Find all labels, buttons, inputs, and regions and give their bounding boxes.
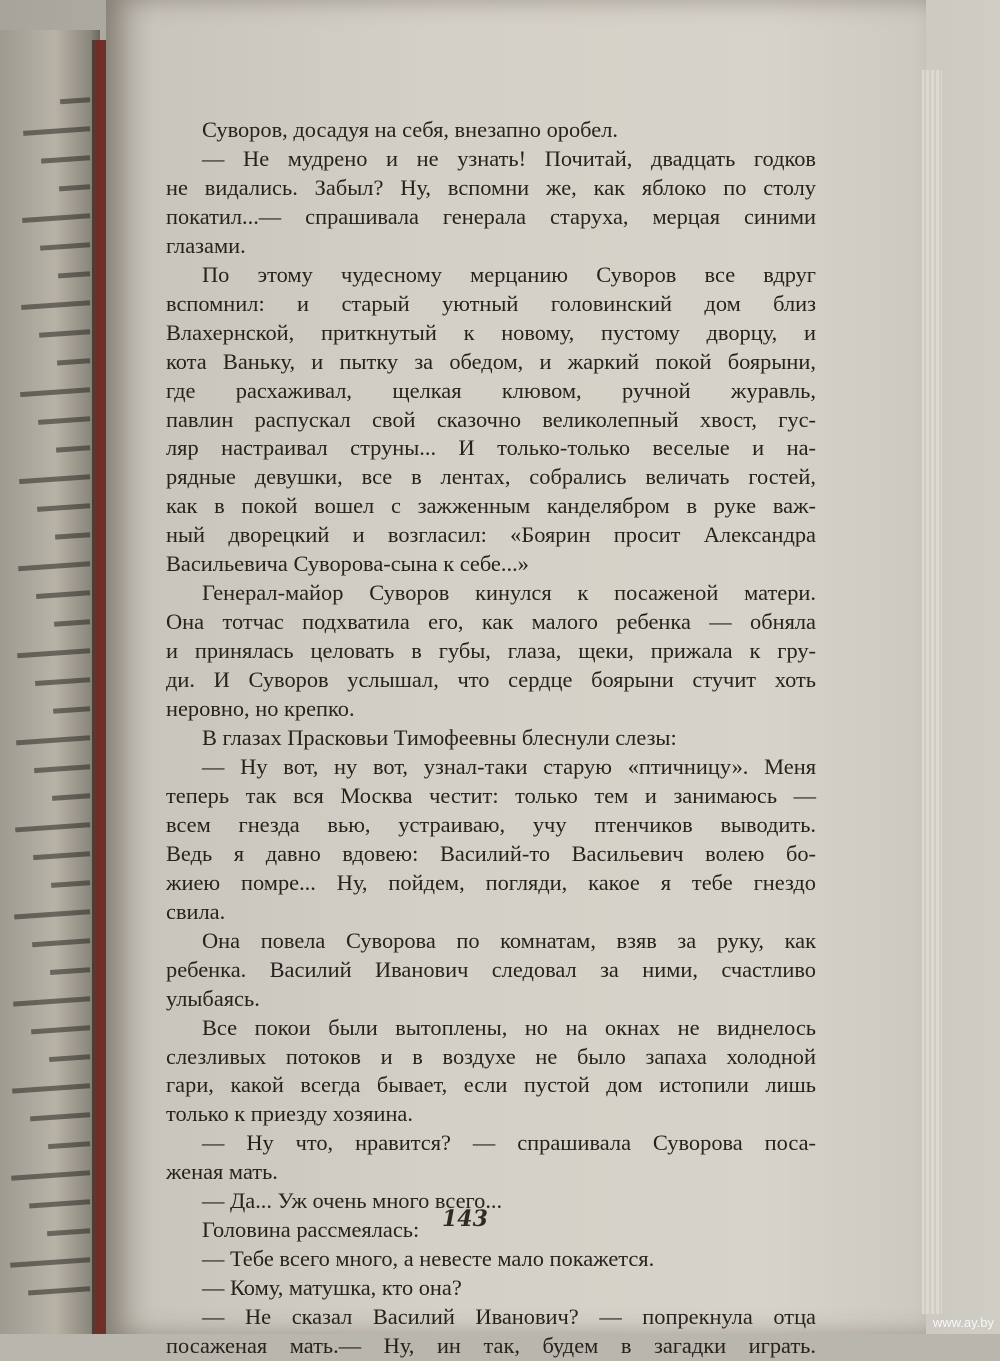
text-line: Суворов, досадуя на себя, внезапно оробел. (202, 117, 618, 142)
text-line: только к приезду хозяина. (166, 1101, 413, 1127)
text-line: ляр настраивал струны... И только-только веселые и на- (166, 435, 816, 461)
text-line: посаженая мать.— Ну, ин так, будем в загадки играть. (166, 1333, 816, 1359)
page-number: 143 (442, 1206, 488, 1232)
text-line: — Не сказал Василий Иванович? — попрекнула отца (202, 1304, 816, 1330)
text-line: павлин распускал свой сказочно великолепный хвост, гус- (166, 406, 816, 432)
text-line: По этому чудесному мерцанию Суворов все вдруг (202, 261, 816, 287)
text-line: — Ну вот, ну вот, узнал-таки старую «птичницу». Меня (202, 753, 816, 779)
text-line: слезливых потоков и в воздухе не было запаха холодной (166, 1043, 816, 1069)
watermark: www.ay.by (932, 1315, 994, 1330)
page-text (166, 116, 816, 1361)
text-line: Она тотчас подхватила его, как малого ребенка — обняла (166, 609, 816, 635)
text-line: как в покой вошел с зажженным канделябром в руке важ- (166, 493, 816, 519)
left-page-edge (0, 30, 100, 1334)
text-line: Головина рассмеялась: (202, 1217, 420, 1243)
text-line: и принялась целовать в губы, глаза, щеки, прижала к гру- (166, 638, 816, 664)
text-line: гари, какой всегда бывает, если пустой дом истопили лишь (166, 1072, 816, 1098)
text-line: свила. (166, 898, 226, 924)
text-line: улыбаясь. (166, 985, 260, 1011)
text-line: — Не мудрено и не узнать! Почитай, двадцать годков (202, 145, 816, 171)
text-line: ный дворецкий и возгласил: «Боярин просит Александра (166, 522, 816, 548)
text-line: Она повела Суворова по комнатам, взяв за руку, как (202, 927, 816, 953)
left-page-text-fragments (0, 30, 100, 1334)
text-line: В глазах Прасковьи Тимофеевны блеснули слезы: (202, 725, 677, 751)
text-line: — Кому, матушка, кто она? (202, 1275, 462, 1301)
text-line: теперь так вся Москва честит: только тем и занимаюсь — (166, 782, 816, 808)
text-line: не видались. Забыл? Ну, вспомни же, как яблоко по столу (166, 174, 816, 200)
text-line: кота Ваньку, и пытку за обедом, и жаркий покой боярыни, (166, 348, 816, 374)
text-line: где расхаживал, щелкая клювом, ручной журавль, (166, 377, 816, 403)
text-line: — Ну что, нравится? — спрашивала Суворова поса- (202, 1130, 816, 1156)
text-line: Все покои были вытоплены, но на окнах не виднелось (202, 1014, 816, 1040)
text-line: ди. И Суворов услышал, что сердце боярыни стучит хоть (166, 667, 816, 693)
page-stack-edge (922, 70, 942, 1314)
text-line: — Тебе всего много, а невесте мало покажется. (202, 1246, 655, 1272)
text-line: неровно, но крепко. (166, 696, 355, 722)
text-line: ребенка. Василий Иванович следовал за ними, счастливо (166, 956, 816, 982)
text-line: всем гнезда вью, устраиваю, учу птенчиков выводить. (166, 811, 816, 837)
text-line: рядные девушки, все в лентах, собрались величать гостей, (166, 464, 816, 490)
text-line: глазами. (166, 232, 246, 258)
text-line: покатил...— спрашивала генерала старуха, мерцая синими (166, 203, 816, 229)
text-line: Васильевича Суворова-сына к себе...» (166, 551, 529, 577)
text-line: Генерал-майор Суворов кинулся к посаженой матери. (202, 580, 816, 606)
text-line: женая мать. (166, 1159, 278, 1185)
text-line: Влахернской, приткнутый к новому, пустому дворцу, и (166, 319, 816, 345)
text-line: жиею помре... Ну, пойдем, погляди, какое я тебе гнездо (166, 869, 816, 895)
text-line: Ведь я давно вдовею: Василий-то Васильевич волею бо- (166, 840, 816, 866)
text-line: вспомнил: и старый уютный головинский дом близ (166, 290, 816, 316)
text-line: — Да... Уж очень много всего... (202, 1188, 503, 1214)
